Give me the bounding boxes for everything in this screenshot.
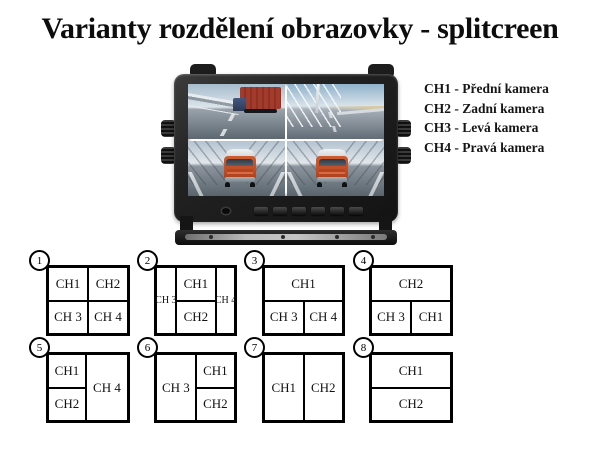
layout-number-2: 2 <box>137 250 158 271</box>
truck-windshield <box>226 159 253 167</box>
layout-cell: CH1 <box>372 355 450 387</box>
monitor-button <box>273 207 287 215</box>
monitor-button <box>311 207 325 215</box>
layout-number-4: 4 <box>353 250 374 271</box>
layout-cell: CH1 <box>177 268 215 300</box>
truck-bumper <box>317 177 348 182</box>
monitor-screen-quad-view <box>188 84 384 196</box>
layout-diagram-1 <box>46 265 130 336</box>
camera-view-left-quadrant <box>188 141 285 196</box>
layout-subgrid <box>265 302 342 334</box>
monitor-button <box>349 207 363 215</box>
truck-wheels <box>244 109 277 113</box>
legend-item-ch1: CH1 - Přední kamera <box>424 81 549 96</box>
layout-subgrid <box>177 268 215 333</box>
orange-truck <box>316 149 348 188</box>
monitor-photo <box>160 60 412 250</box>
truck-grille <box>227 169 253 176</box>
layout-number-6: 6 <box>137 337 158 358</box>
truck-wheel <box>250 182 255 187</box>
legend-item-ch2: CH2 - Zadní kamera <box>424 100 545 116</box>
connector-knob <box>396 147 411 164</box>
layout-diagram-8 <box>369 352 453 423</box>
layout-cell: CH 4 <box>217 268 234 333</box>
layout-diagram-4 <box>369 265 453 336</box>
layout-cell: CH2 <box>49 389 85 421</box>
camera-view-right-quadrant <box>287 141 384 196</box>
stand-bracket <box>175 230 397 245</box>
layout-cell: CH2 <box>305 355 343 420</box>
layout-cell: CH 3 <box>157 355 195 420</box>
layout-number-7: 7 <box>244 337 265 358</box>
layout-cell: CH1 <box>412 302 450 334</box>
camera-legend <box>424 79 599 157</box>
monitor-button <box>254 207 268 215</box>
truck-wheel <box>225 182 230 187</box>
truck-windshield <box>319 159 346 167</box>
camera-view-rear-quadrant <box>287 84 384 139</box>
layout-cell: CH2 <box>197 389 234 421</box>
lane-marking <box>218 114 235 138</box>
layout-cell: CH 3 <box>372 302 410 334</box>
screw <box>281 235 285 239</box>
stand-stripe <box>185 234 387 240</box>
monitor-bezel <box>174 74 398 222</box>
layout-cell: CH1 <box>265 268 342 300</box>
layout-number-5: 5 <box>29 337 50 358</box>
layout-diagram-2 <box>154 265 237 336</box>
orange-truck <box>224 149 256 188</box>
connector-knob <box>396 120 411 137</box>
layout-diagram-6 <box>154 352 237 423</box>
legend-item-ch4: CH4 - Pravá kamera <box>424 139 545 155</box>
layout-diagram-5 <box>46 352 130 423</box>
layout-cell: CH1 <box>49 355 85 387</box>
camera-view-front-quadrant <box>188 84 285 139</box>
layout-diagram-3 <box>262 265 345 336</box>
page-title: Varianty rozdělení obrazovky - splitcreen <box>41 12 559 45</box>
truck-grille <box>319 169 345 176</box>
truck-wheel <box>317 182 322 187</box>
truck-wheel <box>342 182 347 187</box>
layout-subgrid <box>372 302 450 334</box>
layout-subgrid <box>49 355 85 420</box>
monitor-button <box>292 207 306 215</box>
layout-cell: CH1 <box>49 268 87 300</box>
layout-cell: CH 3 <box>157 268 175 333</box>
layout-number-1: 1 <box>29 250 50 271</box>
layout-subgrid <box>197 355 234 420</box>
layout-diagram-7 <box>262 352 345 423</box>
layout-cell: CH 3 <box>49 302 87 334</box>
screw <box>371 235 375 239</box>
layout-cell: CH1 <box>265 355 303 420</box>
monitor-button <box>330 207 344 215</box>
layout-cell: CH 3 <box>265 302 303 334</box>
layout-cell: CH2 <box>372 389 450 421</box>
legend-item-ch3: CH3 - Levá kamera <box>424 120 539 135</box>
layout-number-8: 8 <box>353 337 374 358</box>
layout-cell: CH2 <box>177 302 215 334</box>
layout-cell: CH 4 <box>89 302 127 334</box>
layout-cell: CH1 <box>197 355 234 387</box>
truck-bumper <box>225 177 256 182</box>
ir-sensor-dot <box>222 208 230 214</box>
layout-cell: CH2 <box>372 268 450 300</box>
screw <box>209 235 213 239</box>
layout-number-3: 3 <box>244 250 265 271</box>
screw <box>335 235 339 239</box>
container-truck <box>240 87 281 109</box>
layout-cell: CH2 <box>89 268 127 300</box>
layout-cell: CH 4 <box>305 302 343 334</box>
layout-cell: CH 4 <box>87 355 127 420</box>
